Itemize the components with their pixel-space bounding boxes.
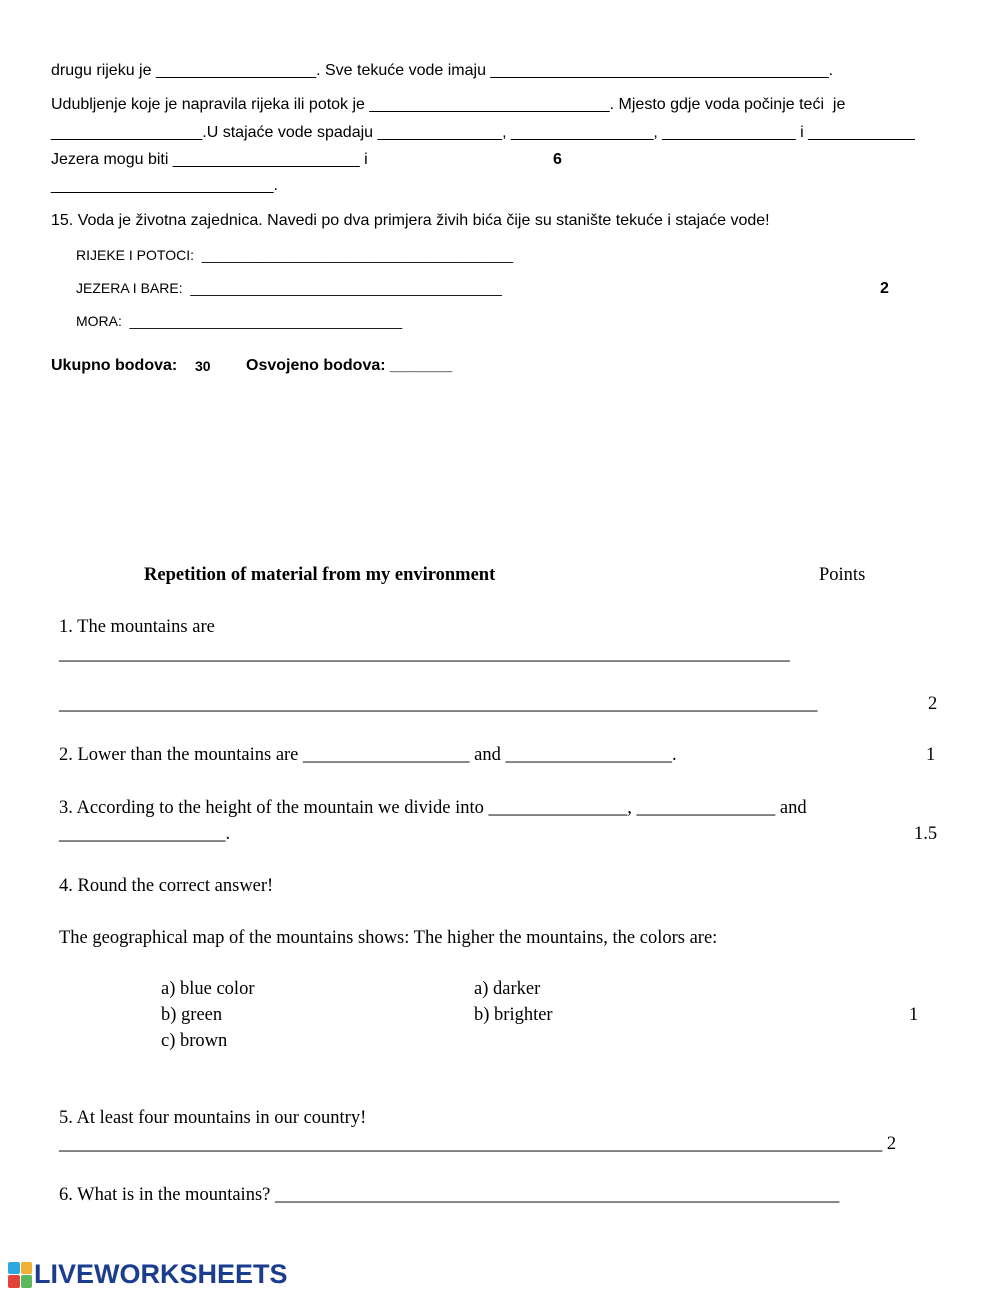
points-value: 1.5: [914, 824, 938, 844]
option-right-a[interactable]: a) darker: [474, 979, 541, 999]
question-6: 6. What is in the mountains? _____________________________________________________________: [59, 1185, 840, 1205]
jezera-field: JEZERA I BARE: ________________________________________: [76, 280, 502, 296]
points-value: 6: [553, 151, 562, 168]
total-points-value: 30: [195, 358, 211, 374]
logo-icon: [8, 1262, 32, 1288]
question-3: 3. According to the height of the mountain we divide into _______________, _______________ and: [59, 798, 807, 818]
liveworksheets-logo: [8, 1259, 288, 1290]
worksheet-title: Repetition of material from my environment: [144, 565, 496, 585]
question-2: 2. Lower than the mountains are __________________ and __________________.: [59, 745, 677, 765]
question-5: 5. At least four mountains in our country!: [59, 1108, 367, 1128]
question-15: 15. Voda je životna zajednica. Navedi po dva primjera živih bića čije su stanište tekuće i stajaće vode!: [51, 212, 770, 229]
answer-line: __________________________________________________________________________________: [59, 694, 818, 714]
rijeke-field: RIJEKE I POTOCI: ________________________________________: [76, 247, 514, 263]
total-points-label: Ukupno bodova:: [51, 357, 178, 374]
option-left-b[interactable]: b) green: [161, 1005, 223, 1025]
question-1: 1. The mountains are: [59, 617, 215, 637]
points-value: 2: [880, 280, 889, 297]
text-line: Jezera mogu biti _____________________ i: [51, 151, 368, 168]
question-4: 4. Round the correct answer!: [59, 876, 274, 896]
answer-line: _________________________________________________________________________________________ 2: [59, 1134, 897, 1154]
mora-field: MORA: ___________________________________: [76, 313, 403, 329]
option-right-b[interactable]: b) brighter: [474, 1005, 553, 1025]
earned-points: Osvojeno bodova: _______: [246, 357, 453, 374]
text-line: _________________.U stajaće vode spadaju ______________, ________________, _______________ i ____________: [51, 124, 915, 141]
points-value: 1: [909, 1005, 919, 1025]
points-header: Points: [819, 565, 866, 585]
text-line: Udubljenje koje je napravila rijeka ili potok je ___________________________. Mjesto gdje voda počinje teći je: [51, 96, 846, 113]
points-value: 1: [926, 745, 936, 765]
option-left-c[interactable]: c) brown: [161, 1031, 228, 1051]
text-line: drugu rijeku je __________________. Sve tekuće vode imaju ______________________________________.: [51, 62, 834, 79]
question-4-text: The geographical map of the mountains shows: The higher the mountains, the colors are:: [59, 928, 718, 948]
answer-line: _______________________________________________________________________________: [59, 644, 790, 664]
logo-text: LIVEWORKSHEETS: [34, 1259, 288, 1289]
option-left-a[interactable]: a) blue color: [161, 979, 255, 999]
answer-line: __________________.: [59, 824, 231, 844]
text-line: _________________________.: [51, 177, 278, 194]
points-value: 2: [928, 694, 938, 714]
